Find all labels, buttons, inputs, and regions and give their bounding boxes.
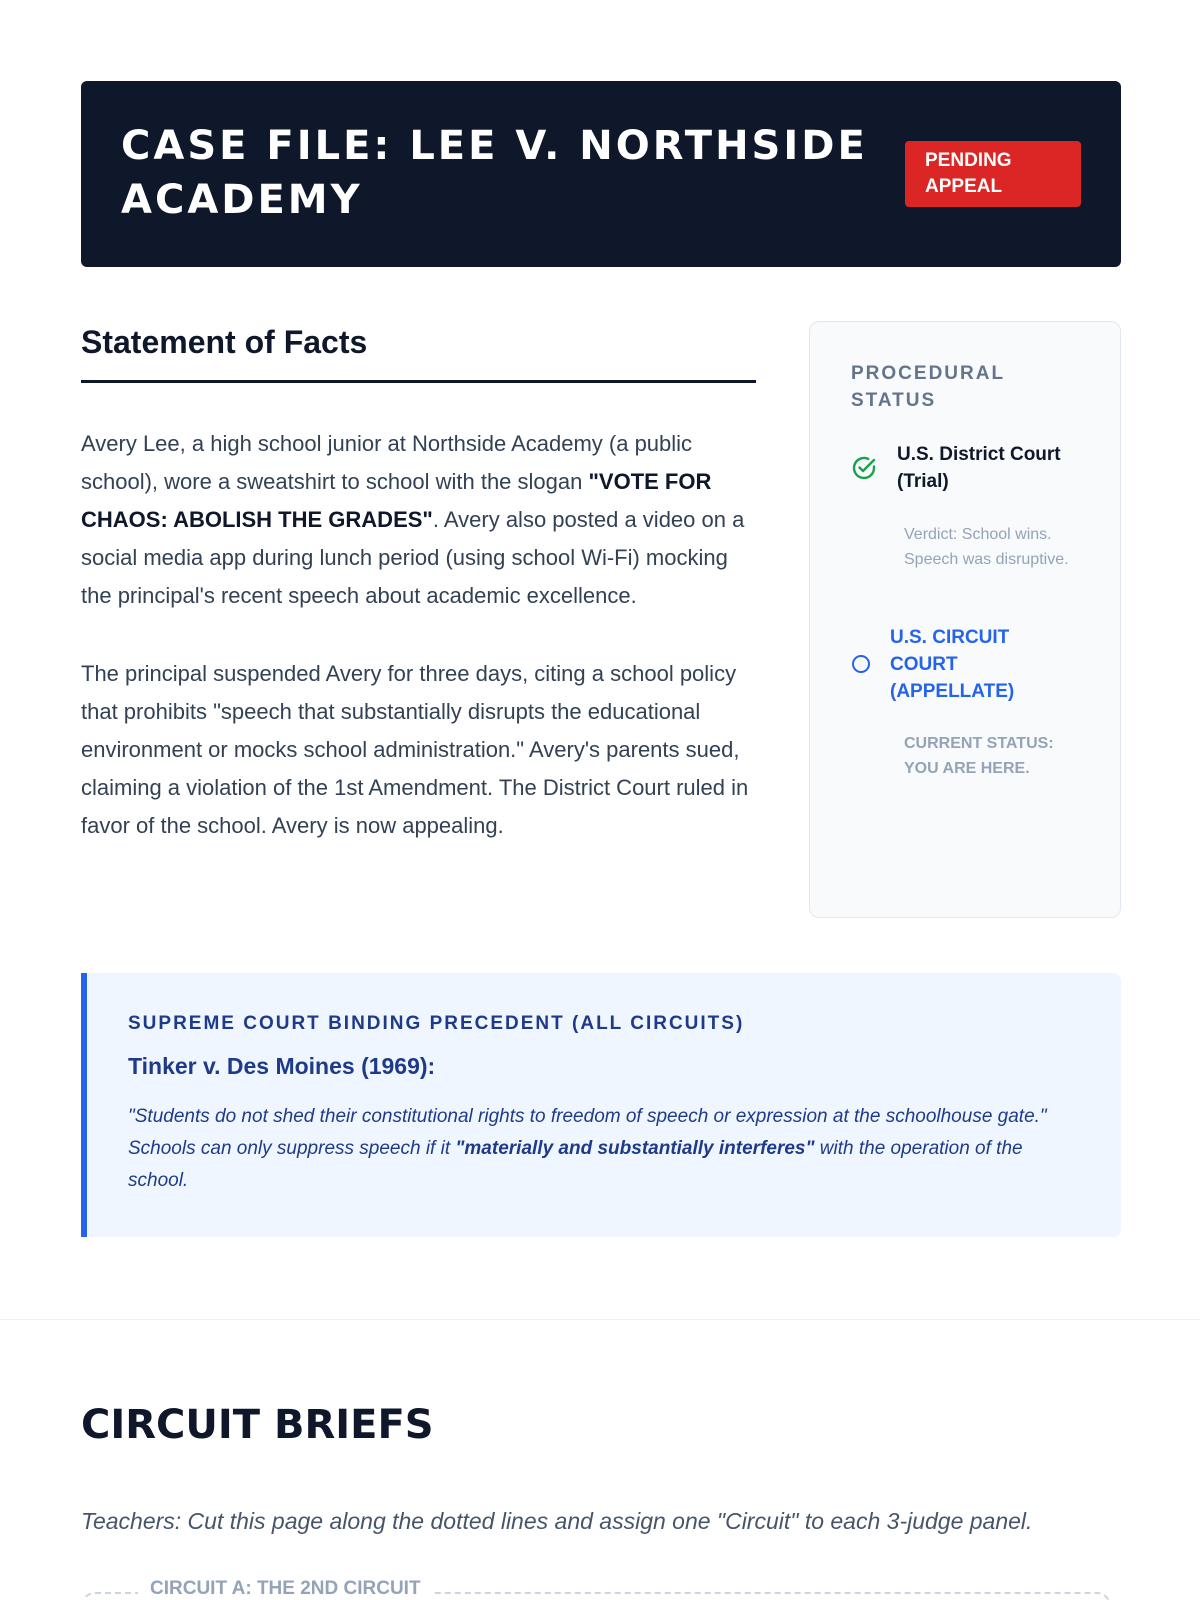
precedent-label: SUPREME COURT BINDING PRECEDENT (ALL CIRCUITS) — [128, 1013, 745, 1034]
status-badge: PENDING APPEAL — [905, 141, 1081, 207]
case-header — [81, 81, 1121, 267]
precedent-callout — [81, 973, 1121, 1237]
quote-emphasis: "materially and substantially interferes" — [455, 1138, 815, 1159]
step-district-court-verdict: Verdict: School wins. Speech was disruptive. — [904, 526, 1069, 568]
facts-paragraph-1 — [81, 425, 756, 615]
facts-p1-before: Avery Lee, a high school junior at Northside Academy (a public school), wore a sweatshirt to school with the slogan — [81, 431, 693, 494]
step-circuit-court-status: CURRENT STATUS: YOU ARE HERE. — [904, 735, 1054, 777]
open-circle-icon — [852, 655, 870, 673]
precedent-case-name: Tinker v. Des Moines (1969): — [128, 1053, 436, 1079]
teacher-instructions: Teachers: Cut this page along the dotted lines and assign one "Circuit" to each 3-judge panel. — [81, 1508, 1033, 1534]
procedural-status-heading: PROCEDURAL STATUS — [851, 363, 1005, 411]
facts-title: Statement of Facts — [81, 322, 756, 383]
facts-p1-after: . Avery also posted a video on a social media app during lunch period (using school Wi-Fi) mocking the principal's recent speech about academic excellence. — [81, 507, 745, 608]
precedent-quote — [128, 1101, 1088, 1197]
quote-before: "Students do not shed their constitutional rights to freedom of speech or expression at the schoolhouse gate." Schools can only suppress speech if it — [128, 1106, 1047, 1159]
procedural-status-panel — [809, 321, 1121, 918]
circuit-a-label: CIRCUIT A: THE 2ND CIRCUIT — [138, 1578, 433, 1600]
circuit-briefs-title: CIRCUIT BRIEFS — [81, 1402, 434, 1448]
sweatshirt-slogan: "VOTE FOR CHAOS: ABOLISH THE GRADES" — [81, 469, 712, 532]
case-title: CASE FILE: LEE V. NORTHSIDE ACADEMY — [121, 123, 868, 223]
statement-of-facts — [81, 322, 756, 845]
facts-paragraph-2: The principal suspended Avery for three days, citing a school policy that prohibits "speech that substantially disrupts the educational environment or mocks school administration." Avery's parents sued, claiming a violation of the 1st Amendment. The District Court ruled in favor of the school. Avery is now appealing. — [81, 661, 749, 838]
step-district-court-label: U.S. District Court (Trial) — [897, 444, 1061, 492]
quote-after: with the operation of the school. — [128, 1138, 1023, 1191]
step-circuit-court-label: U.S. CIRCUIT COURT (APPELLATE) — [890, 627, 1015, 702]
check-circle-icon — [851, 455, 877, 481]
section-divider — [0, 1319, 1200, 1320]
